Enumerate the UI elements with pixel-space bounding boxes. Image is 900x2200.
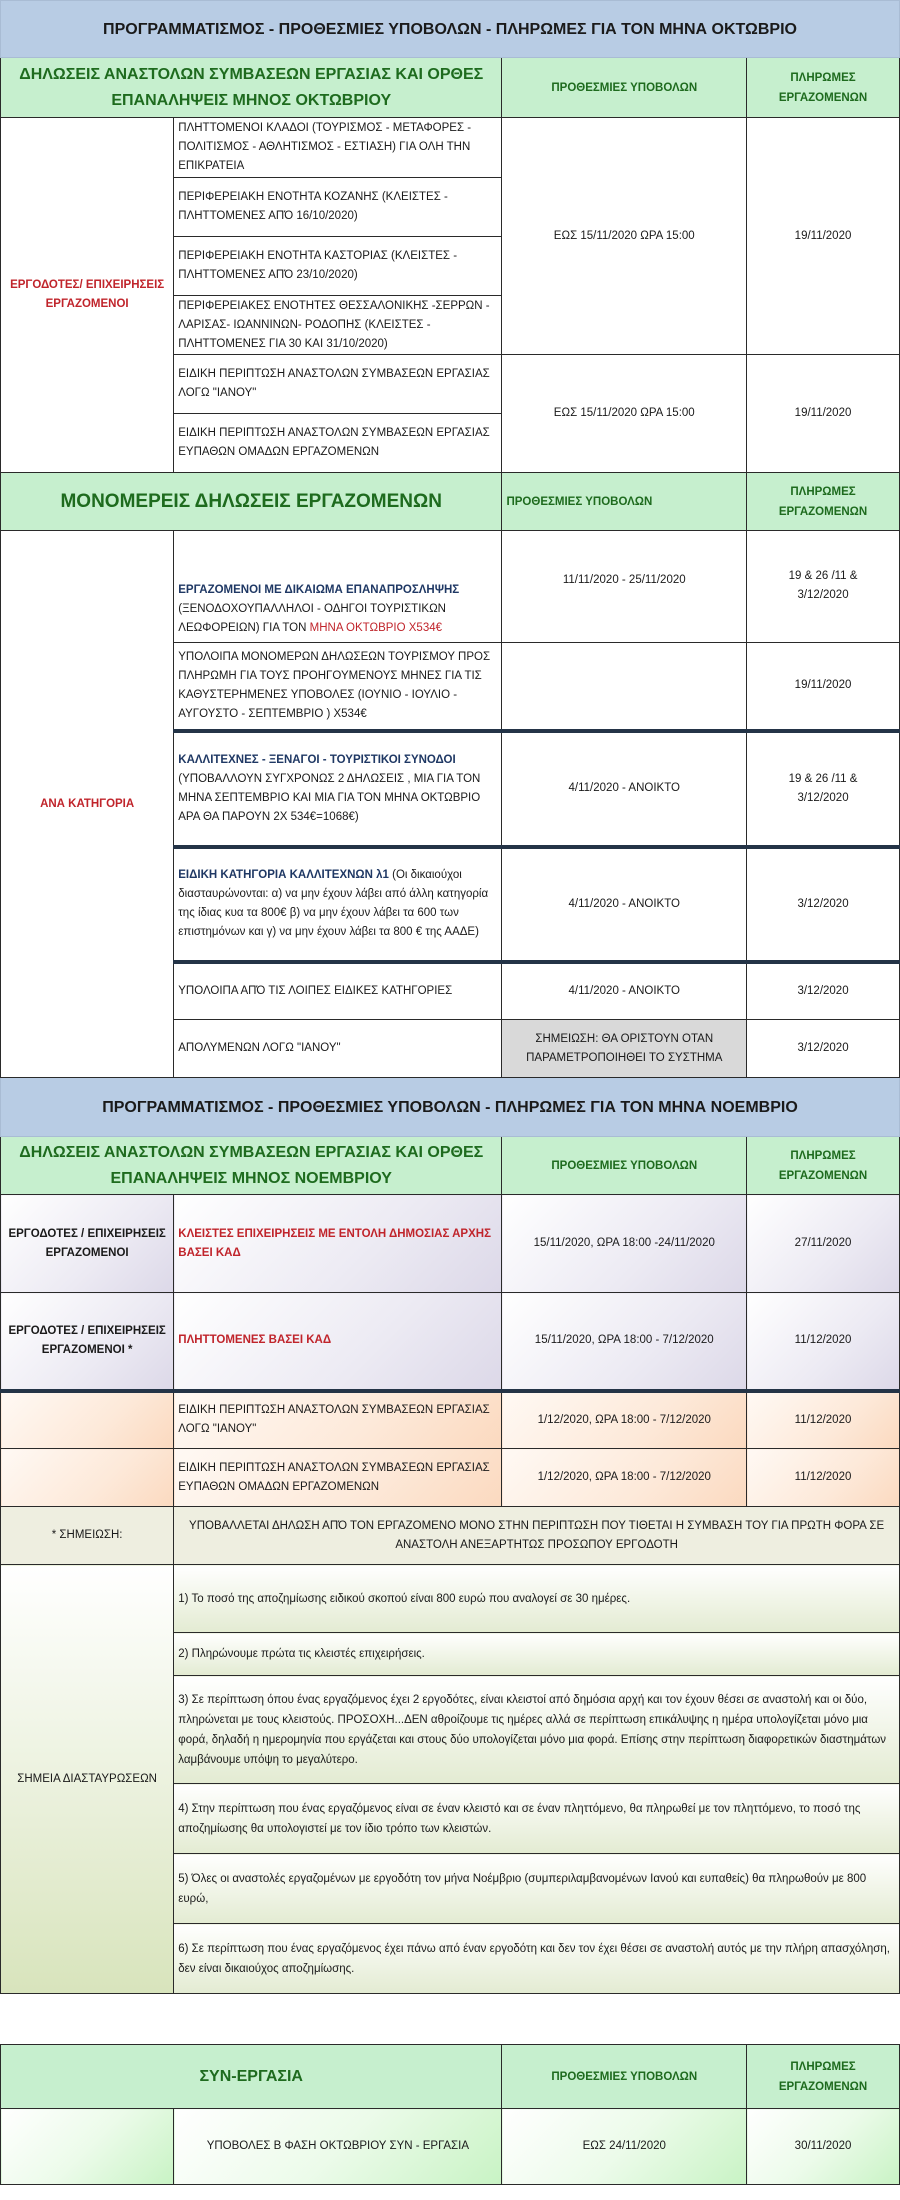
unilateral-row-title: ΚΑΛΛΙΤΕΧΝΕΣ - ΞΕΝΑΓΟΙ - ΤΟΥΡΙΣΤΙΚΟΙ ΣΥΝΟΔΟΙ: [178, 753, 456, 766]
cross-check-item: 5) Όλες οι αναστολές εργαζομένων με εργοδότη τον μήνα Νοέμβριο (συμπεριλαμβανομένων Ιανού και ευπαθείς) θα πληρωθούν με 800 ευρώ,: [174, 1854, 900, 1924]
november-footnote-label: * ΣΗΜΕΙΩΣΗ:: [1, 1507, 174, 1565]
cross-check-item: 6) Σε περίπτωση που ένας εργαζόμενος έχει πάνω από έναν εργοδότη και δεν τον έχει θέσει σε αναστολή αυτός με την πλήρη απασχόληση, δεν είναι δικαιούχος αποζημίωσης.: [174, 1924, 900, 1994]
cross-check-item: 2) Πληρώνουμε πρώτα τις κλειστές επιχειρήσεις.: [174, 1633, 900, 1676]
october-payments-header: ΠΛΗΡΩΜΕΣ ΕΡΓΑΖΟΜΕΝΩΝ: [747, 58, 900, 118]
october-row-desc: ΕΙΔΙΚΗ ΠΕΡΙΠΤΩΣΗ ΑΝΑΣΤΟΛΩΝ ΣΥΜΒΑΣΕΩΝ ΕΡΓΑΣΙΑΣ ΛΟΓΩ "ΙΑΝΟΥ": [174, 355, 502, 414]
unilateral-row-deadline: 11/11/2020 - 25/11/2020: [502, 531, 747, 643]
unilateral-row-desc: [174, 847, 502, 962]
syn-section-header: ΣΥΝ-ΕΡΓΑΣΙΑ: [1, 2045, 502, 2109]
unilateral-row-payment: 19 & 26 /11 & 3/12/2020: [747, 731, 900, 847]
october-group1-deadline: ΕΩΣ 15/11/2020 ΩΡΑ 15:00: [502, 118, 747, 355]
cross-check-row: [1, 1565, 900, 1633]
november-title: ΠΡΟΓΡΑΜΜΑΤΙΣΜΟΣ - ΠΡΟΘΕΣΜΙΕΣ ΥΠΟΒΟΛΩΝ - ΠΛΗΡΩΜΕΣ ΓΙΑ ΤΟΝ ΜΗΝΑ ΝΟΕΜΒΡΙΟ: [1, 1078, 900, 1137]
syn-row-deadline: ΕΩΣ 24/11/2020: [502, 2109, 747, 2185]
syn-row-desc: ΥΠΟΒΟΛΕΣ Β ΦΑΣΗ ΟΚΤΩΒΡΙΟΥ ΣΥΝ - ΕΡΓΑΣΙΑ: [174, 2109, 502, 2185]
unilateral-row-payment: 19 & 26 /11 & 3/12/2020: [747, 531, 900, 643]
unilateral-row-payment: 3/12/2020: [747, 847, 900, 962]
october-row-desc: ΕΙΔΙΚΗ ΠΕΡΙΠΤΩΣΗ ΑΝΑΣΤΟΛΩΝ ΣΥΜΒΑΣΕΩΝ ΕΡΓΑΣΙΑΣ ΕΥΠΑΘΩΝ ΟΜΑΔΩΝ ΕΡΓΑΖΟΜΕΝΩΝ: [174, 414, 502, 473]
unilateral-row-desc: ΥΠΟΛΟΙΠΑ ΜΟΝΟΜΕΡΩΝ ΔΗΛΩΣΕΩΝ ΤΟΥΡΙΣΜΟΥ ΠΡΟΣ ΠΛΗΡΩΜΗ ΓΙΑ ΤΟΥΣ ΠΡΟΗΓΟΥΜΕΝΟΥΣ ΜΗΝΕΣ ΓΙΑ ΤΙΣ ΚΑΘΥΣΤΕΡΗΜΕΝΕΣ ΥΠΟΒΟΛΕΣ (ΙΟΥΝΙΟ - ΙΟΥΛΙΟ - ΑΥΓΟΥΣΤΟ - ΣΕΠΤΕΜΒΡΙΟ ) Χ534€: [174, 643, 502, 731]
november-payments-header: ΠΛΗΡΩΜΕΣ ΕΡΓΑΖΟΜΕΝΩΝ: [747, 1137, 900, 1195]
november-deadlines-header: ΠΡΟΘΕΣΜΙΕΣ ΥΠΟΒΟΛΩΝ: [502, 1137, 747, 1195]
october-header-row: [1, 58, 900, 118]
unilateral-row-text: (ΥΠΟΒΑΛΛΟΥΝ ΣΥΓΧΡΟΝΩΣ 2 ΔΗΛΩΣΕΙΣ , ΜΙΑ ΓΙΑ ΤΟΝ ΜΗΝΑ ΣΕΠΤΕΜΒΡΙΟ ΚΑΙ ΜΙΑ ΓΙΑ ΤΟΝ ΜΗΝΑ ΟΚΤΩΒΡΙΟ ΑΡΑ ΘΑ ΠΑΡΟΥΝ 2Χ 534€=1068€): [178, 772, 481, 823]
unilateral-row-title: ΕΙΔΙΚΗ ΚΑΤΗΓΟΡΙΑ ΚΑΛΛΙΤΕΧΝΩΝ λ1: [178, 869, 389, 881]
unilateral-row-desc: [174, 531, 502, 643]
cross-checks-label: ΣΗΜΕΙΑ ΔΙΑΣΤΑΥΡΩΣΕΩΝ: [1, 1565, 174, 1994]
syn-row-category: [1, 2109, 174, 2185]
unilateral-category: ΑΝΑ ΚΑΤΗΓΟΡΙΑ: [1, 531, 174, 1078]
syn-header-row: [1, 2045, 900, 2109]
syn-payments-header: ΠΛΗΡΩΜΕΣ ΕΡΓΑΖΟΜΕΝΩΝ: [747, 2045, 900, 2109]
unilateral-row-highlight: ΜΗΝΑ ΟΚΤΩΒΡΙΟ Χ534€: [309, 622, 443, 634]
november-row-category: [1, 1391, 174, 1449]
october-row: [1, 118, 900, 178]
unilateral-row-payment: 3/12/2020: [747, 962, 900, 1020]
november-row: [1, 1195, 900, 1293]
unilateral-row-deadline: 4/11/2020 - ΑΝΟΙΚΤΟ: [502, 847, 747, 962]
october-deadlines-header: ΠΡΟΘΕΣΜΙΕΣ ΥΠΟΒΟΛΩΝ: [502, 58, 747, 118]
november-row-payment: 11/12/2020: [747, 1293, 900, 1391]
november-row-deadline: 15/11/2020, ΩΡΑ 18:00 - 7/12/2020: [502, 1293, 747, 1391]
november-footnote-text: ΥΠΟΒΑΛΛΕΤΑΙ ΔΗΛΩΣΗ ΑΠΌ ΤΟΝ ΕΡΓΑΖΟΜΕΝΟ ΜΟΝΟ ΣΤΗΝ ΠΕΡΙΠΤΩΣΗ ΠΟΥ ΤΙΘΕΤΑΙ Η ΣΥΜΒΑΣΗ ΤΟΥ ΓΙΑ ΠΡΩΤΗ ΦΟΡΑ ΣΕ ΑΝΑΣΤΟΛΗ ΑΝΕΞΑΡΤΗΤΩΣ ΠΡΟΣΩΠΟΥ ΕΡΓΟΔΟΤΗ: [174, 1507, 900, 1565]
october-title-row: [1, 1, 900, 58]
cross-check-item: 4) Στην περίπτωση που ένας εργαζόμενος είναι σε έναν κλειστό και σε έναν πληττόμενο, θα πληρωθεί με τον πληττόμενο, το ποσό της αποζημίωσης θα υπολογιστεί με τον ίδιο τρόπο των κλειστών.: [174, 1784, 900, 1854]
unilateral-row-title: ΕΡΓΑΖΟΜΕΝΟΙ ΜΕ ΔΙΚΑΙΩΜΑ ΕΠΑΝΑΠΡΟΣΛΗΨΗΣ: [178, 584, 460, 596]
november-row-desc: ΠΛΗΤΤΟΜΕΝΕΣ ΒΑΣΕΙ ΚΑΔ: [174, 1293, 502, 1391]
november-row-payment: 11/12/2020: [747, 1391, 900, 1449]
cross-check-item: 3) Σε περίπτωση όπου ένας εργαζόμενος έχει 2 εργοδότες, είναι κλειστοί από δημόσια αρχή και τον έχουν θέσει σε αναστολή και οι δύο, πληρώνεται με τους κλειστούς. ΠΡΟΣΟΧΗ...ΔΕΝ αθροίζουμε τις ημέρες αλλά σε περίπτωση επικάλυψης η ημέρα υπολογίζεται μόνο μια φορά, δηλαδή η ημερομηνία που εργάζεται και στους δύο υπολογίζεται μόνο μια φορά. Επίσης στην περίπτωση διαφορετικών διαστημάτων λαμβάνουμε υπόψη το μεγαλύτερο.: [174, 1676, 900, 1784]
november-row-category: [1, 1449, 174, 1507]
october-group2-deadline: ΕΩΣ 15/11/2020 ΩΡΑ 15:00: [502, 355, 747, 473]
unilateral-row-deadline: [502, 643, 747, 731]
october-title: ΠΡΟΓΡΑΜΜΑΤΙΣΜΟΣ - ΠΡΟΘΕΣΜΙΕΣ ΥΠΟΒΟΛΩΝ - ΠΛΗΡΩΜΕΣ ΓΙΑ ΤΟΝ ΜΗΝΑ ΟΚΤΩΒΡΙΟ: [1, 1, 900, 58]
november-row: [1, 1293, 900, 1391]
october-row-desc: ΠΕΡΙΦΕΡΕΙΑΚΗ ΕΝΟΤΗΤΑ ΚΑΣΤΟΡΙΑΣ (ΚΛΕΙΣΤΕΣ - ΠΛΗΤΤΟΜΕΝΕΣ ΑΠΌ 23/10/2020): [174, 237, 502, 296]
unilateral-row-desc: [174, 731, 502, 847]
unilateral-row-text: (ΞΕΝΟΔΟΧΟΥΠΑΛΛΗΛΟΙ - ΟΔΗΓΟΙ ΤΟΥΡΙΣΤΙΚΩΝ ΛΕΩΦΟΡΕΙΩΝ) ΓΙΑ ΤΟΝ: [178, 603, 446, 634]
unilateral-deadlines-header: ΠΡΟΘΕΣΜΙΕΣ ΥΠΟΒΟΛΩΝ: [502, 473, 747, 531]
november-row-payment: 27/11/2020: [747, 1195, 900, 1293]
cross-check-item: 1) Το ποσό της αποζημίωσης ειδικού σκοπού είναι 800 ευρώ που αναλογεί σε 30 ημέρες.: [174, 1565, 900, 1633]
unilateral-row-deadline-note: ΣΗΜΕΙΩΣΗ: ΘΑ ΟΡΙΣΤΟΥΝ ΟΤΑΝ ΠΑΡΑΜΕΤΡΟΠΟΙΗΘΕΙ ΤΟ ΣΥΣΤΗΜΑ: [502, 1020, 747, 1078]
october-row-desc: ΠΕΡΙΦΕΡΕΙΑΚΕΣ ΕΝΟΤΗΤΕΣ ΘΕΣΣΑΛΟΝΙΚΗΣ -ΣΕΡΡΩΝ - ΛΑΡΙΣΑΣ- ΙΩΑΝΝΙΝΩΝ- ΡΟΔΟΠΗΣ (ΚΛΕΙΣΤΕΣ - ΠΛΗΤΤΟΜΕΝΕΣ ΓΙΑ 30 ΚΑΙ 31/10/2020): [174, 296, 502, 355]
november-row-desc: ΕΙΔΙΚΗ ΠΕΡΙΠΤΩΣΗ ΑΝΑΣΤΟΛΩΝ ΣΥΜΒΑΣΕΩΝ ΕΡΓΑΣΙΑΣ ΕΥΠΑΘΩΝ ΟΜΑΔΩΝ ΕΡΓΑΖΟΜΕΝΩΝ: [174, 1449, 502, 1507]
november-row-deadline: 1/12/2020, ΩΡΑ 18:00 - 7/12/2020: [502, 1391, 747, 1449]
november-row: [1, 1391, 900, 1449]
october-row-desc: ΠΛΗΤΤΟΜΕΝΟΙ ΚΛΑΔΟΙ (ΤΟΥΡΙΣΜΟΣ - ΜΕΤΑΦΟΡΕΣ - ΠΟΛΙΤΙΣΜΟΣ - ΑΘΛΗΤΙΣΜΟΣ - ΕΣΤΙΑΣΗ) ΓΙΑ ΟΛΗ ΤΗΝ ΕΠΙΚΡΑΤΕΙΑ: [174, 118, 502, 178]
november-row-payment: 11/12/2020: [747, 1449, 900, 1507]
november-row-deadline: 1/12/2020, ΩΡΑ 18:00 - 7/12/2020: [502, 1449, 747, 1507]
unilateral-row-text: (Οι δικαιούχοι διασταυρώνονται: α) να μην έχουν λάβει από άλλη κατηγορία της ίδιας κυα τα 800€ β) να μην έχουν λάβει τα 600 των επιστημόνων και γ) να μην έχουν λάβει τα 800 € της ΑΑΔΕ): [178, 869, 489, 938]
october-row-desc: ΠΕΡΙΦΕΡΕΙΑΚΗ ΕΝΟΤΗΤΑ ΚΟΖΑΝΗΣ (ΚΛΕΙΣΤΕΣ - ΠΛΗΤΤΟΜΕΝΕΣ ΑΠΌ 16/10/2020): [174, 178, 502, 237]
unilateral-row-desc: ΑΠΟΛΥΜΕΝΩΝ ΛΟΓΩ "ΙΑΝΟΥ": [174, 1020, 502, 1078]
syn-row: [1, 2109, 900, 2185]
spacer: [1, 1994, 900, 2045]
november-footnote-row: [1, 1507, 900, 1565]
november-title-row: [1, 1078, 900, 1137]
october-group1-payment: 19/11/2020: [747, 118, 900, 355]
unilateral-header-row: [1, 473, 900, 531]
october-section-header: ΔΗΛΩΣΕΙΣ ΑΝΑΣΤΟΛΩΝ ΣΥΜΒΑΣΕΩΝ ΕΡΓΑΣΙΑΣ ΚΑΙ ΟΡΘΕΣ ΕΠΑΝΑΛΗΨΕΙΣ ΜΗΝΟΣ ΟΚΤΩΒΡΙΟΥ: [1, 58, 502, 118]
november-section-header: ΔΗΛΩΣΕΙΣ ΑΝΑΣΤΟΛΩΝ ΣΥΜΒΑΣΕΩΝ ΕΡΓΑΣΙΑΣ ΚΑΙ ΟΡΘΕΣ ΕΠΑΝΑΛΗΨΕΙΣ ΜΗΝΟΣ ΝΟΕΜΒΡΙΟΥ: [1, 1137, 502, 1195]
unilateral-payments-header: ΠΛΗΡΩΜΕΣ ΕΡΓΑΖΟΜΕΝΩΝ: [747, 473, 900, 531]
syn-row-payment: 30/11/2020: [747, 2109, 900, 2185]
unilateral-row-deadline: 4/11/2020 - ΑΝΟΙΚΤΟ: [502, 962, 747, 1020]
unilateral-row: [1, 531, 900, 643]
syn-deadlines-header: ΠΡΟΘΕΣΜΙΕΣ ΥΠΟΒΟΛΩΝ: [502, 2045, 747, 2109]
november-row: [1, 1449, 900, 1507]
unilateral-row-desc: ΥΠΟΛΟΙΠΑ ΑΠΌ ΤΙΣ ΛΟΙΠΕΣ ΕΙΔΙΚΕΣ ΚΑΤΗΓΟΡΙΕΣ: [174, 962, 502, 1020]
november-row-desc: ΕΙΔΙΚΗ ΠΕΡΙΠΤΩΣΗ ΑΝΑΣΤΟΛΩΝ ΣΥΜΒΑΣΕΩΝ ΕΡΓΑΣΙΑΣ ΛΟΓΩ "ΙΑΝΟΥ": [174, 1391, 502, 1449]
october-category: ΕΡΓΟΔΟΤΕΣ/ ΕΠΙΧΕΙΡΗΣΕΙΣ ΕΡΓΑΖΟΜΕΝΟΙ: [1, 118, 174, 473]
unilateral-section-header: ΜΟΝΟΜΕΡΕΙΣ ΔΗΛΩΣΕΙΣ ΕΡΓΑΖΟΜΕΝΩΝ: [1, 473, 502, 531]
november-header-row: [1, 1137, 900, 1195]
unilateral-row-payment: 19/11/2020: [747, 643, 900, 731]
november-row-category: ΕΡΓΟΔΟΤΕΣ / ΕΠΙΧΕΙΡΗΣΕΙΣ ΕΡΓΑΖΟΜΕΝΟΙ: [1, 1195, 174, 1293]
october-group2-payment: 19/11/2020: [747, 355, 900, 473]
november-row-category: ΕΡΓΟΔΟΤΕΣ / ΕΠΙΧΕΙΡΗΣΕΙΣ ΕΡΓΑΖΟΜΕΝΟΙ *: [1, 1293, 174, 1391]
november-row-deadline: 15/11/2020, ΩΡΑ 18:00 -24/11/2020: [502, 1195, 747, 1293]
unilateral-row-payment: 3/12/2020: [747, 1020, 900, 1078]
unilateral-row-deadline: 4/11/2020 - ΑΝΟΙΚΤΟ: [502, 731, 747, 847]
november-row-desc: ΚΛΕΙΣΤΕΣ ΕΠΙΧΕΙΡΗΣΕΙΣ ΜΕ ΕΝΤΟΛΗ ΔΗΜΟΣΙΑΣ ΑΡΧΗΣ ΒΑΣΕΙ ΚΑΔ: [174, 1195, 502, 1293]
spacer-row: [1, 1994, 900, 2045]
